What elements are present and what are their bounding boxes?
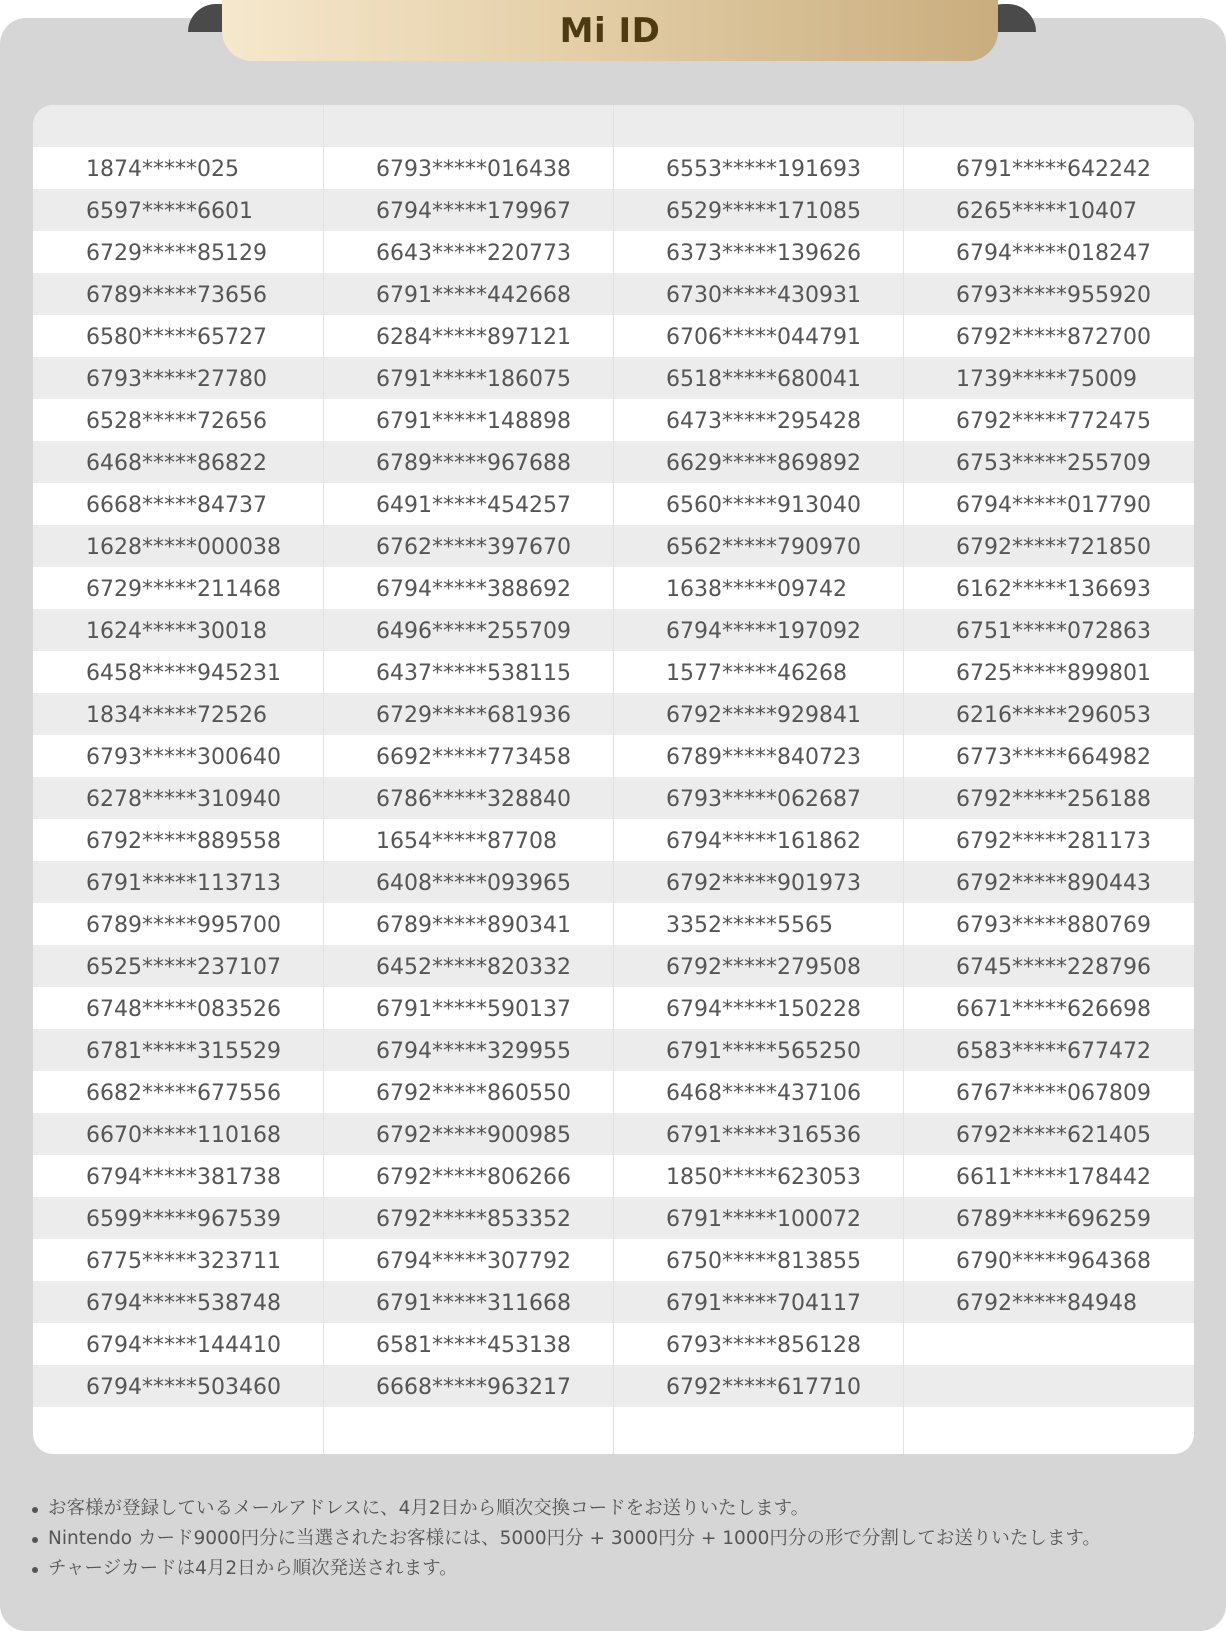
id-cell: 6793*****300640 [86,745,281,770]
id-cell: 6750*****813855 [666,1249,861,1274]
id-cell: 1624*****30018 [86,619,267,644]
id-cell: 6525*****237107 [86,955,281,980]
id-cell: 6791*****316536 [666,1123,861,1148]
id-cell: 6751*****072863 [956,619,1151,644]
id-cell: 6597*****6601 [86,199,253,224]
bullet-icon [32,1537,38,1543]
id-cell: 6725*****899801 [956,661,1151,686]
id-cell: 1577*****46268 [666,661,847,686]
id-cell: 6670*****110168 [86,1123,281,1148]
id-cell: 6791*****590137 [376,997,571,1022]
id-cell: 6706*****044791 [666,325,861,350]
id-cell: 6773*****664982 [956,745,1151,770]
id-cell: 6791*****186075 [376,367,571,392]
id-cell: 3352*****5565 [666,913,833,938]
note-item: お客様が登録しているメールアドレスに、4月2日から順次交換コードをお送りいたします。 [26,1494,1216,1524]
id-cell: 6786*****328840 [376,787,571,812]
id-cell: 6692*****773458 [376,745,571,770]
id-cell: 6792*****617710 [666,1375,861,1400]
id-cell: 6793*****955920 [956,283,1151,308]
id-cell: 6793*****062687 [666,787,861,812]
id-cell: 6553*****191693 [666,157,861,182]
id-cell: 1874*****025 [86,157,239,182]
id-cell: 6791*****565250 [666,1039,861,1064]
id-cell: 6762*****397670 [376,535,571,560]
id-cell: 6408*****093965 [376,871,571,896]
id-cell: 6794*****381738 [86,1165,281,1190]
id-cell: 6452*****820332 [376,955,571,980]
id-cell: 1628*****000038 [86,535,281,560]
id-cell: 6794*****538748 [86,1291,281,1316]
id-cell: 6794*****150228 [666,997,861,1022]
id-cell: 6792*****860550 [376,1081,571,1106]
id-cell: 6682*****677556 [86,1081,281,1106]
id-cell: 6629*****869892 [666,451,861,476]
id-cell: 6792*****872700 [956,325,1151,350]
column-divider [323,105,324,1454]
id-cell: 6748*****083526 [86,997,281,1022]
id-cell: 6216*****296053 [956,703,1151,728]
id-cell: 6560*****913040 [666,493,861,518]
id-cell: 6789*****696259 [956,1207,1151,1232]
id-cell: 6583*****677472 [956,1039,1151,1064]
id-cell: 6468*****437106 [666,1081,861,1106]
id-cell: 6468*****86822 [86,451,267,476]
id-cell: 6775*****323711 [86,1249,281,1274]
id-cell: 6767*****067809 [956,1081,1151,1106]
winner-id-table [33,105,1194,1454]
id-cell: 6794*****503460 [86,1375,281,1400]
id-cell: 6794*****017790 [956,493,1151,518]
id-cell: 6491*****454257 [376,493,571,518]
id-cell: 6496*****255709 [376,619,571,644]
id-cell: 6284*****897121 [376,325,571,350]
id-cell: 6792*****853352 [376,1207,571,1232]
page-title: Mi ID [559,10,661,51]
id-cell: 6791*****642242 [956,157,1151,182]
id-cell: 6792*****890443 [956,871,1151,896]
id-cell: 6794*****197092 [666,619,861,644]
id-cell: 6671*****626698 [956,997,1151,1022]
id-cell: 6278*****310940 [86,787,281,812]
id-cell: 6729*****85129 [86,241,267,266]
id-cell: 6529*****171085 [666,199,861,224]
id-cell: 6793*****856128 [666,1333,861,1358]
id-cell: 6437*****538115 [376,661,571,686]
id-cell: 1739*****75009 [956,367,1137,392]
id-cell: 6794*****179967 [376,199,571,224]
id-cell: 6562*****790970 [666,535,861,560]
id-cell: 6792*****900985 [376,1123,571,1148]
notes-list [26,1494,1216,1584]
id-cell: 6668*****963217 [376,1375,571,1400]
id-cell: 6789*****840723 [666,745,861,770]
id-cell: 6789*****73656 [86,283,267,308]
id-cell: 6473*****295428 [666,409,861,434]
id-cell: 6794*****307792 [376,1249,571,1274]
column-divider [903,105,904,1454]
id-cell: 6373*****139626 [666,241,861,266]
id-cell: 1638*****09742 [666,577,847,602]
id-cell: 6781*****315529 [86,1039,281,1064]
id-cell: 6792*****772475 [956,409,1151,434]
id-cell: 6753*****255709 [956,451,1151,476]
title-tab [222,0,998,61]
id-cell: 6792*****621405 [956,1123,1151,1148]
id-cell: 6265*****10407 [956,199,1137,224]
id-cell: 6518*****680041 [666,367,861,392]
id-cell: 6791*****311668 [376,1291,571,1316]
id-cell: 6792*****889558 [86,829,281,854]
id-cell: 6789*****890341 [376,913,571,938]
id-cell: 6791*****704117 [666,1291,861,1316]
id-cell: 6729*****211468 [86,577,281,602]
id-cell: 6792*****281173 [956,829,1151,854]
id-cell: 6611*****178442 [956,1165,1151,1190]
id-cell: 6789*****995700 [86,913,281,938]
id-cell: 6794*****161862 [666,829,861,854]
id-cell: 6791*****148898 [376,409,571,434]
id-cell: 6794*****144410 [86,1333,281,1358]
id-cell: 6792*****279508 [666,955,861,980]
id-cell: 6790*****964368 [956,1249,1151,1274]
id-cell: 6745*****228796 [956,955,1151,980]
id-cell: 6668*****84737 [86,493,267,518]
id-cell: 6793*****016438 [376,157,571,182]
id-cell: 6791*****113713 [86,871,281,896]
id-cell: 1834*****72526 [86,703,267,728]
id-cell: 6528*****72656 [86,409,267,434]
id-cell: 6794*****388692 [376,577,571,602]
id-cell: 6162*****136693 [956,577,1151,602]
id-cell: 1654*****87708 [376,829,557,854]
id-cell: 6794*****018247 [956,241,1151,266]
id-cell: 6794*****329955 [376,1039,571,1064]
id-cell: 1850*****623053 [666,1165,861,1190]
id-cell: 6792*****256188 [956,787,1151,812]
bullet-icon [32,1567,38,1573]
id-cell: 6789*****967688 [376,451,571,476]
note-item: チャージカードは4月2日から順次発送されます。 [26,1554,1216,1584]
id-cell: 6792*****929841 [666,703,861,728]
id-cell: 6599*****967539 [86,1207,281,1232]
id-cell: 6792*****901973 [666,871,861,896]
id-cell: 6581*****453138 [376,1333,571,1358]
id-cell: 6580*****65727 [86,325,267,350]
note-item: Nintendo カード9000円分に当選されたお客様には、5000円分 + 3000円分 + 1000円分の形で分割してお送りいたします。 [26,1524,1216,1554]
id-cell: 6793*****880769 [956,913,1151,938]
id-cell: 6458*****945231 [86,661,281,686]
id-cell: 6792*****806266 [376,1165,571,1190]
id-cell: 6793*****27780 [86,367,267,392]
id-cell: 6730*****430931 [666,283,861,308]
id-cell: 6792*****721850 [956,535,1151,560]
bullet-icon [32,1507,38,1513]
id-cell: 6791*****442668 [376,283,571,308]
id-cell: 6643*****220773 [376,241,571,266]
id-cell: 6729*****681936 [376,703,571,728]
id-cell: 6791*****100072 [666,1207,861,1232]
column-divider [613,105,614,1454]
id-cell: 6792*****84948 [956,1291,1137,1316]
